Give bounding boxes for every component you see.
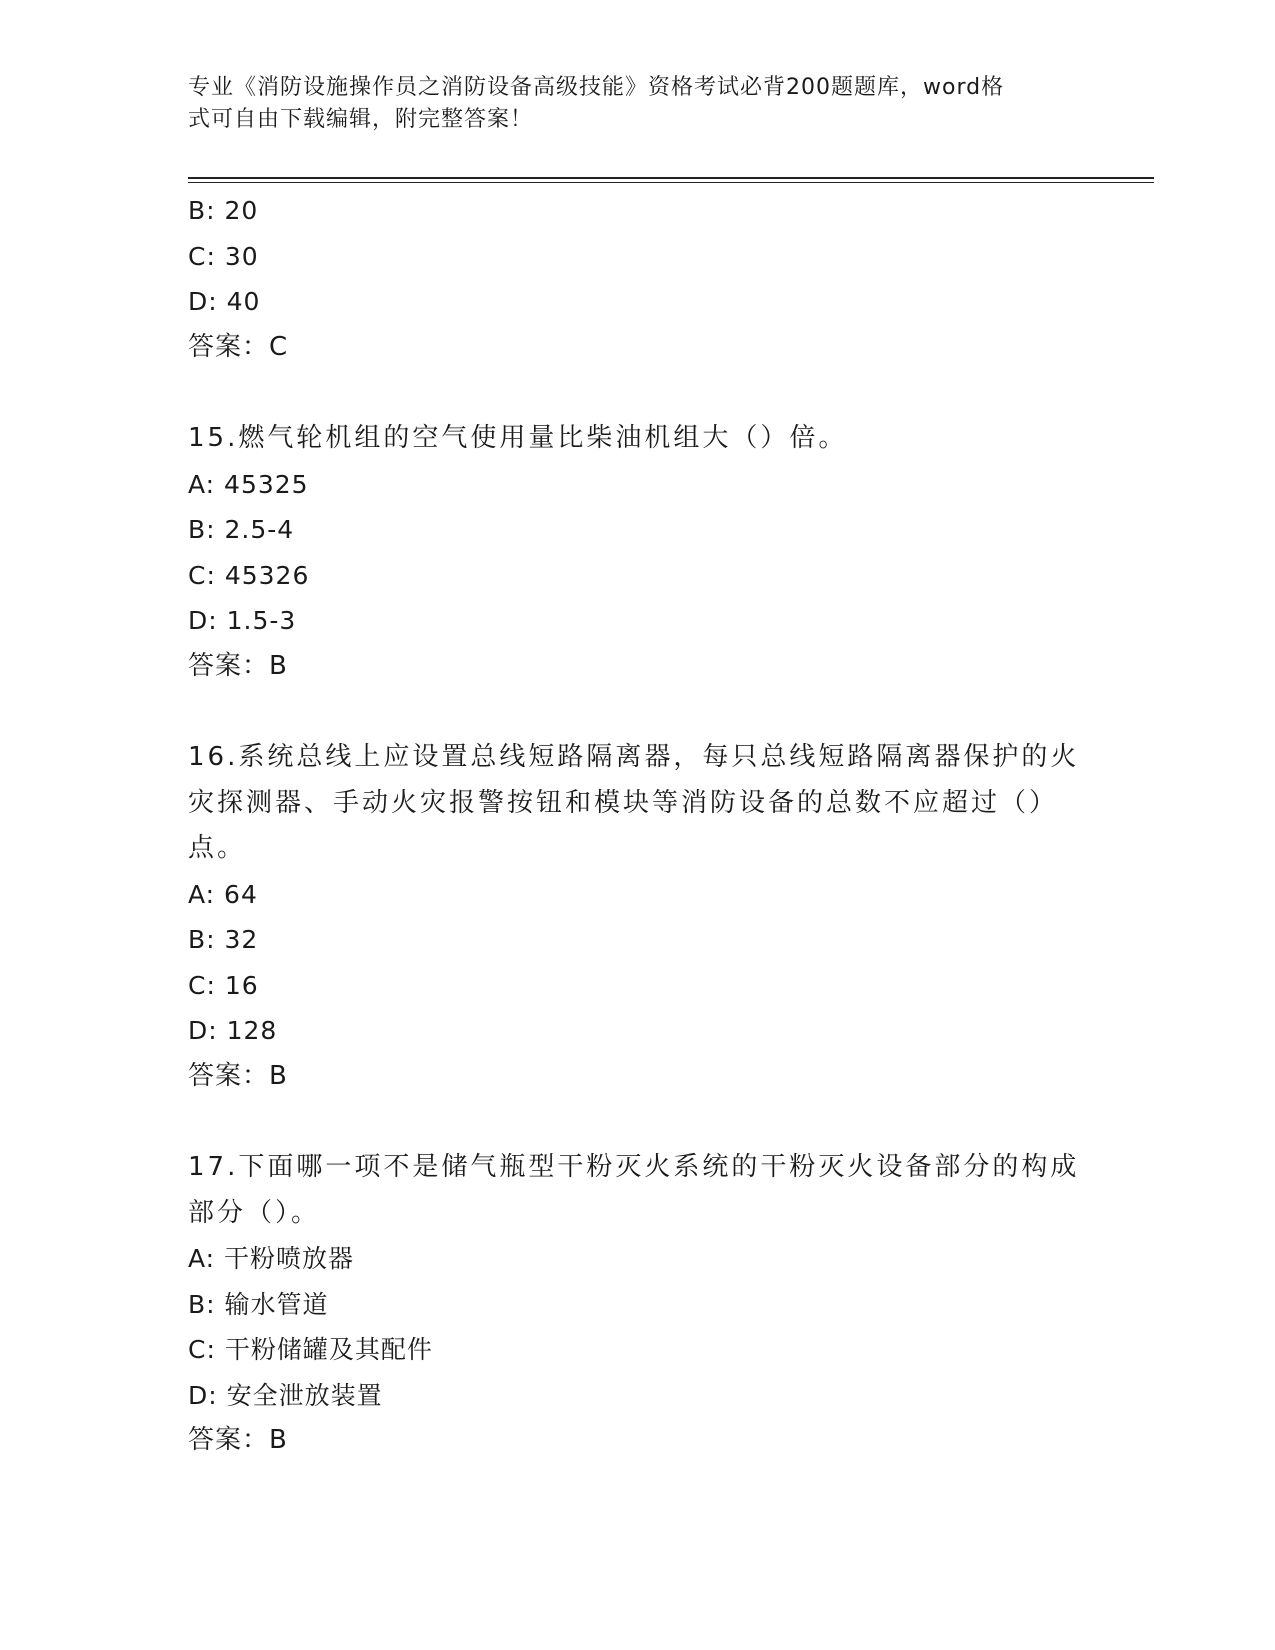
header-line-2: 式可自由下载编辑，附完整答案！ bbox=[188, 107, 534, 132]
question-text: 15.燃气轮机组的空气使用量比柴油机组大（）倍。 bbox=[188, 423, 848, 453]
option-b: B: 2.5-4 bbox=[188, 515, 295, 544]
question-17 bbox=[188, 1145, 1088, 1464]
option-d: D: 安全泄放装置 bbox=[188, 1380, 383, 1410]
question-15 bbox=[188, 416, 1088, 689]
answer: 答案：C bbox=[188, 331, 289, 362]
question-text-line-3: 点。 bbox=[188, 833, 247, 863]
header-line-1: 专业《消防设施操作员之消防设备高级技能》资格考试必背200题题库，word格 bbox=[188, 75, 1005, 100]
question-text-line-2: 部分（）。 bbox=[188, 1197, 321, 1228]
question-14-tail bbox=[188, 188, 1088, 370]
option-a: A: 干粉喷放器 bbox=[188, 1244, 355, 1273]
header-rule-thin bbox=[188, 182, 1154, 183]
question-text-line-2: 灾探测器、手动火灾报警按钮和模块等消防设备的总数不应超过（） bbox=[188, 787, 1059, 818]
option-c: C: 干粉储罐及其配件 bbox=[188, 1335, 433, 1364]
question-list bbox=[188, 188, 1088, 1510]
option-a: A: 45325 bbox=[188, 469, 309, 499]
answer: 答案：B bbox=[188, 650, 288, 681]
question-text-line-1: 17.下面哪一项不是储气瓶型干粉灭火系统的干粉灭火设备部分的构成 bbox=[188, 1152, 1080, 1182]
document-header bbox=[188, 72, 1068, 136]
answer: 答案：B bbox=[188, 1425, 288, 1455]
header-rule-thick bbox=[188, 177, 1154, 179]
option-d: D: 1.5-3 bbox=[188, 606, 297, 635]
option-c: C: 30 bbox=[188, 241, 259, 271]
question-16 bbox=[188, 735, 1088, 1099]
option-a: A: 64 bbox=[188, 879, 258, 909]
question-text-line-1: 16.系统总线上应设置总线短路隔离器，每只总线短路隔离器保护的火 bbox=[188, 742, 1080, 772]
option-d: D: 128 bbox=[188, 1016, 278, 1045]
option-c: C: 45326 bbox=[188, 560, 310, 590]
option-b: B: 20 bbox=[188, 196, 259, 225]
option-b: B: 32 bbox=[188, 925, 259, 954]
option-d: D: 40 bbox=[188, 287, 261, 316]
option-b: B: 输水管道 bbox=[188, 1289, 329, 1319]
answer: 答案：B bbox=[188, 1060, 288, 1091]
option-c: C: 16 bbox=[188, 970, 259, 1000]
